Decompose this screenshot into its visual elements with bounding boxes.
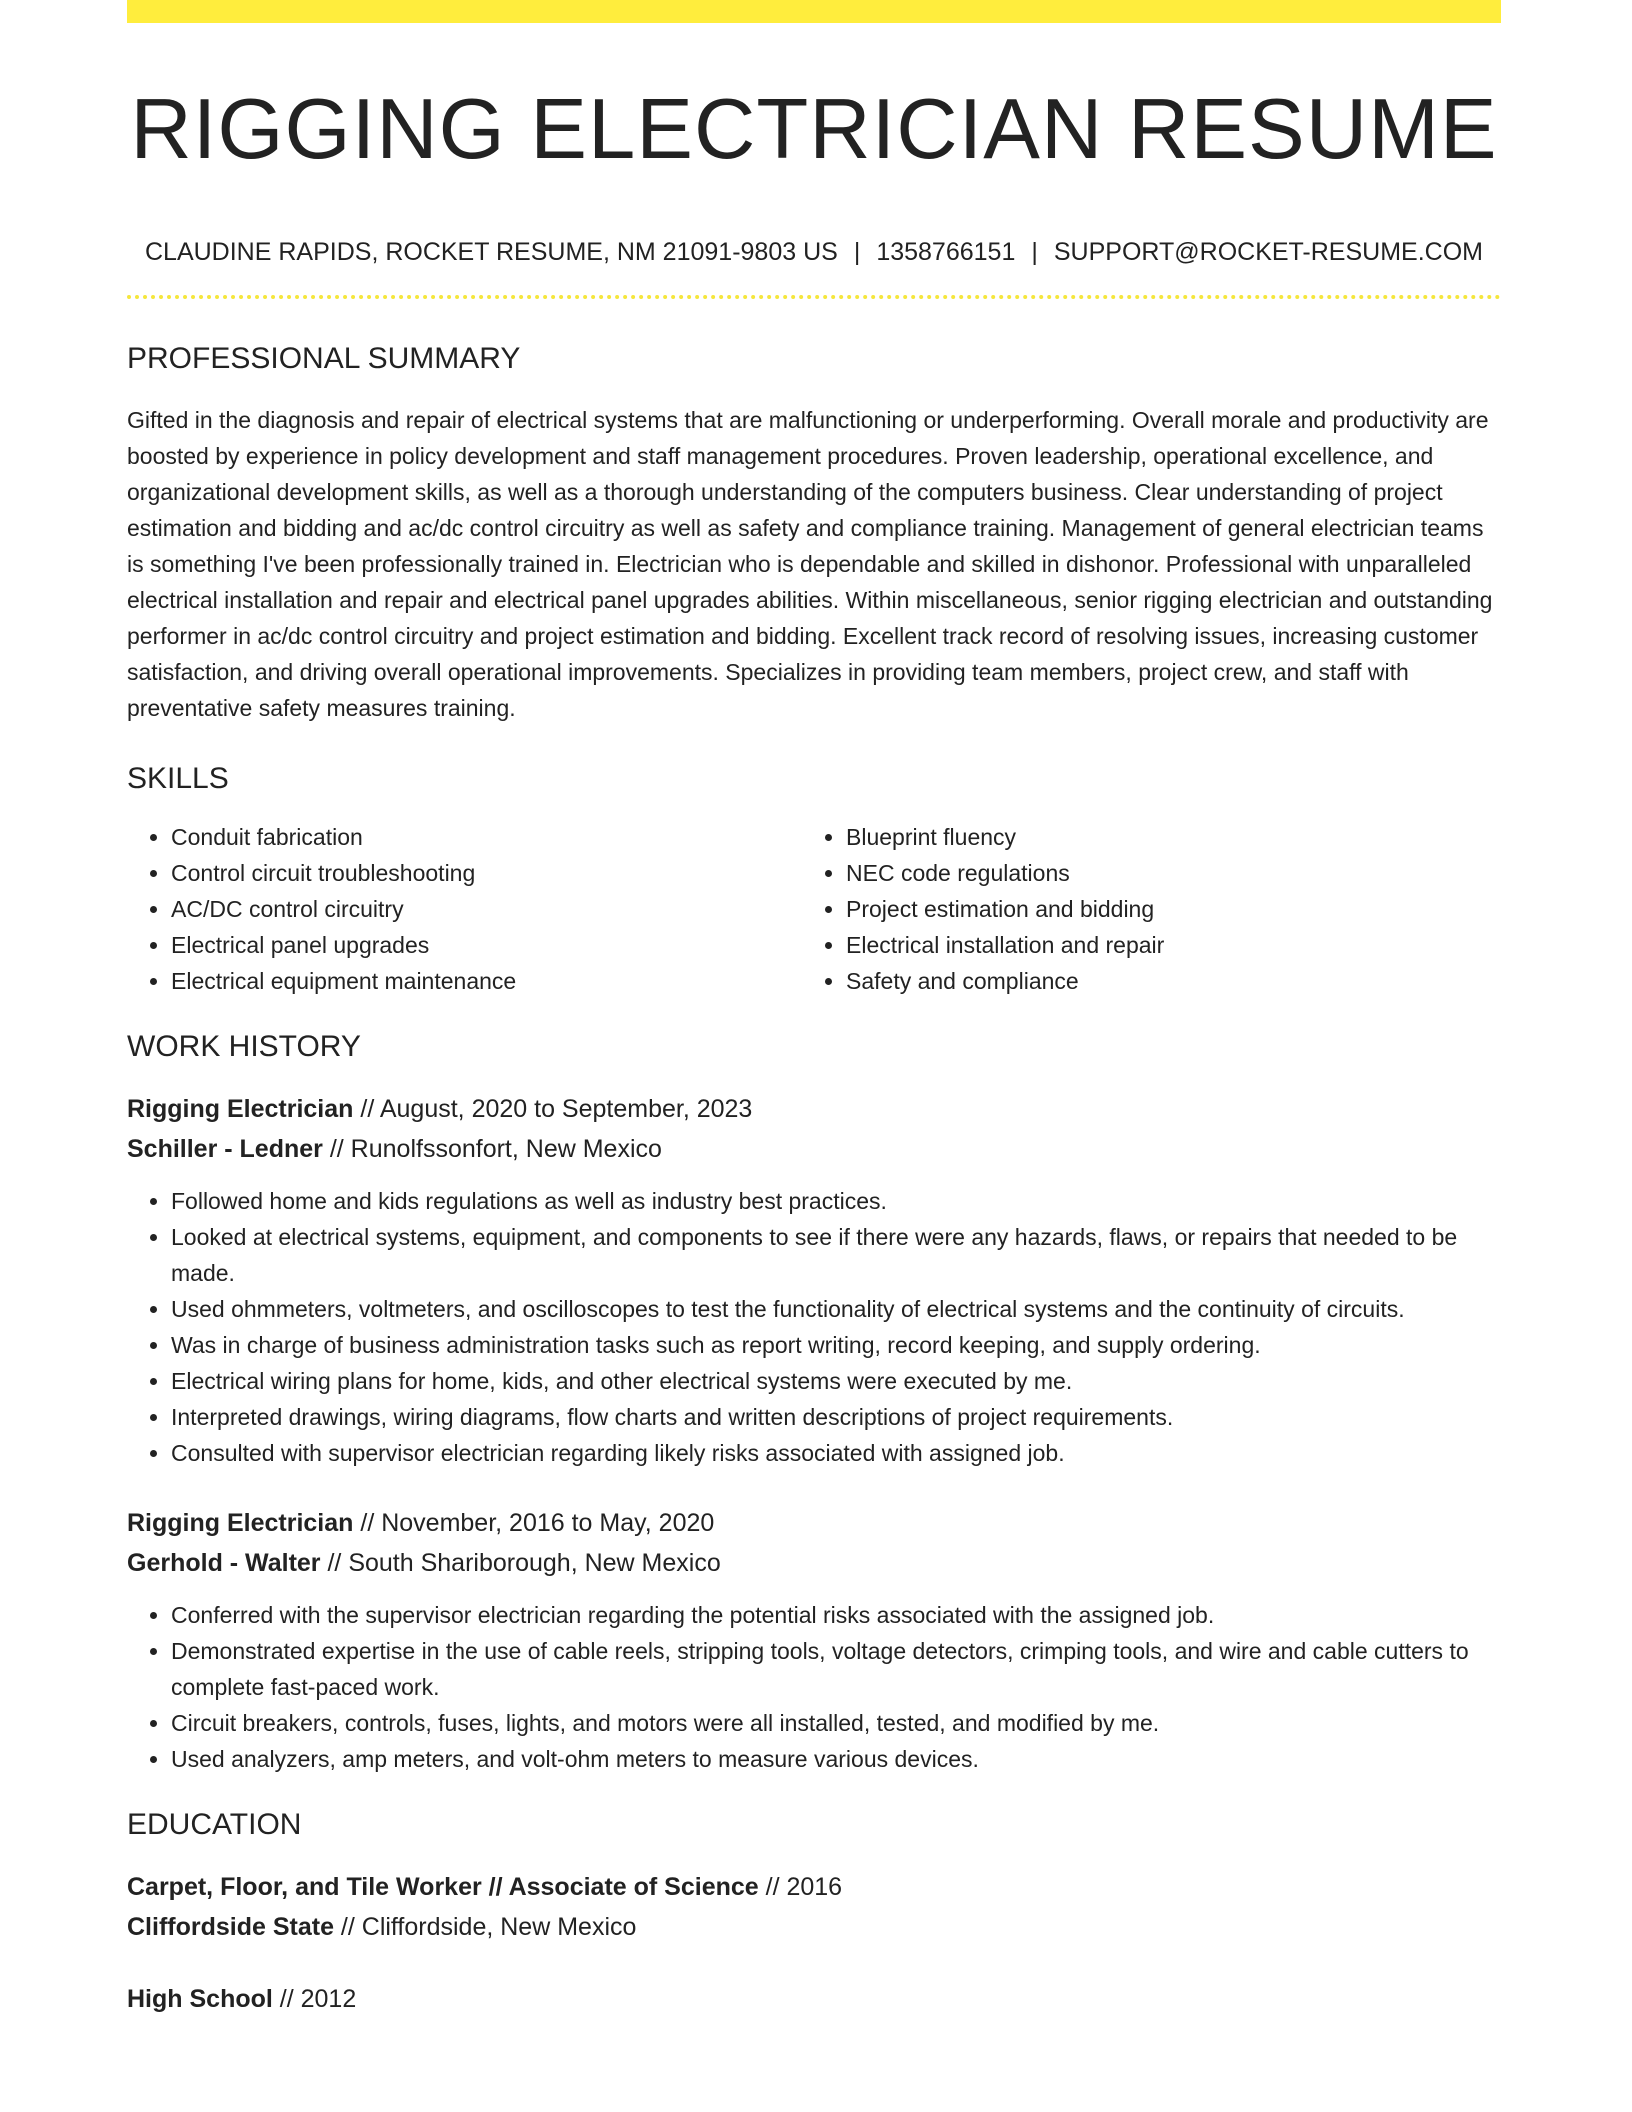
job-company: Schiller - Ledner bbox=[127, 1134, 323, 1163]
job-company: Gerhold - Walter bbox=[127, 1548, 321, 1577]
education-school: Cliffordside State bbox=[127, 1912, 334, 1941]
job-entry bbox=[127, 1503, 1501, 1777]
education-degree: Carpet, Floor, and Tile Worker // Associate of Science bbox=[127, 1872, 759, 1901]
job-bullets bbox=[127, 1597, 1501, 1777]
skill-item: • Control circuit troubleshooting bbox=[171, 855, 802, 891]
job-dates: // August, 2020 to September, 2023 bbox=[353, 1094, 753, 1123]
accent-bar bbox=[127, 0, 1501, 23]
skills-column-right bbox=[802, 819, 1477, 999]
contact-line bbox=[127, 237, 1501, 267]
contact-separator: | bbox=[1031, 237, 1038, 266]
education-degree-line bbox=[127, 1979, 1501, 2019]
job-entry bbox=[127, 1089, 1501, 1471]
job-company-line bbox=[127, 1543, 1501, 1583]
job-bullet: • Used ohmmeters, voltmeters, and oscilloscopes to test the functionality of electrical systems and the continuity of circuits. bbox=[171, 1291, 1501, 1327]
job-location: // South Shariborough, New Mexico bbox=[320, 1548, 721, 1577]
education-entry bbox=[127, 1979, 1501, 2019]
job-bullet: • Used analyzers, amp meters, and volt-ohm meters to measure various devices. bbox=[171, 1741, 1501, 1777]
resume-title: RIGGING ELECTRICIAN RESUME bbox=[130, 82, 1498, 177]
summary-heading: PROFESSIONAL SUMMARY bbox=[127, 341, 521, 375]
education-entry bbox=[127, 1867, 1501, 1947]
skill-item: • NEC code regulations bbox=[846, 855, 1477, 891]
job-title-line bbox=[127, 1503, 1501, 1543]
skill-item: • Project estimation and bidding bbox=[846, 891, 1477, 927]
job-bullets bbox=[127, 1183, 1501, 1471]
contact-phone: 1358766151 bbox=[876, 237, 1016, 266]
job-location: // Runolfssonfort, New Mexico bbox=[322, 1134, 662, 1163]
job-title: Rigging Electrician bbox=[127, 1508, 354, 1537]
job-bullet: • Circuit breakers, controls, fuses, lights, and motors were all installed, tested, and modified by me. bbox=[171, 1705, 1501, 1741]
education-school-line bbox=[127, 1907, 1501, 1947]
education-year: // 2016 bbox=[758, 1872, 843, 1901]
contact-email: SUPPORT@ROCKET-RESUME.COM bbox=[1053, 237, 1483, 266]
skill-item: • Conduit fabrication bbox=[171, 819, 802, 855]
education-heading: EDUCATION bbox=[127, 1807, 302, 1841]
skill-item: • Electrical equipment maintenance bbox=[171, 963, 802, 999]
skill-item: • Electrical panel upgrades bbox=[171, 927, 802, 963]
skills-column-left bbox=[127, 819, 802, 999]
contact-address: CLAUDINE RAPIDS, ROCKET RESUME, NM 21091-9803 US bbox=[145, 237, 838, 266]
skill-item: • Blueprint fluency bbox=[846, 819, 1477, 855]
job-title-line bbox=[127, 1089, 1501, 1129]
job-company-line bbox=[127, 1129, 1501, 1169]
work-heading: WORK HISTORY bbox=[127, 1029, 361, 1063]
summary-text: Gifted in the diagnosis and repair of electrical systems that are malfunctioning or underperforming. Overall morale and productivity are boosted by experience in policy development and staff management procedures. Proven leadership, operational excellence, and organizational development skills, as well as a thorough understanding of the computers business. Clear understanding of project estimation and bidding and ac/dc control circuitry as well as safety and compliance training. Management of general electrician teams is something I've been professionally trained in. Electrician who is dependable and skilled in dishonor. Professional with unparalleled electrical installation and repair and electrical panel upgrades abilities. Within miscellaneous, senior rigging electrician and outstanding performer in ac/dc control circuitry and project estimation and bidding. Excellent track record of resolving issues, increasing customer satisfaction, and driving overall operational improvements. Specializes in providing team members, project crew, and staff with preventative safety measures training. bbox=[127, 406, 1493, 721]
job-bullet: • Interpreted drawings, wiring diagrams, flow charts and written descriptions of project requirements. bbox=[171, 1399, 1501, 1435]
education-year: // 2012 bbox=[272, 1984, 357, 2013]
contact-separator: | bbox=[853, 237, 861, 266]
job-bullet: • Was in charge of business administration tasks such as report writing, record keeping, and supply ordering. bbox=[171, 1327, 1501, 1363]
education-degree: High School bbox=[127, 1984, 273, 2013]
job-title: Rigging Electrician bbox=[127, 1094, 354, 1123]
skill-item: • AC/DC control circuitry bbox=[171, 891, 802, 927]
job-bullet: • Electrical wiring plans for home, kids, and other electrical systems were executed by me. bbox=[171, 1363, 1501, 1399]
skills-list bbox=[127, 819, 1501, 999]
resume-page bbox=[127, 0, 1501, 2019]
header-divider bbox=[127, 295, 1501, 299]
job-bullet: • Consulted with supervisor electrician regarding likely risks associated with assigned job. bbox=[171, 1435, 1501, 1471]
job-bullet: • Looked at electrical systems, equipment, and components to see if there were any hazards, flaws, or repairs that needed to be made. bbox=[171, 1219, 1501, 1291]
education-degree-line bbox=[127, 1867, 1501, 1907]
skill-item: • Safety and compliance bbox=[846, 963, 1477, 999]
skills-heading: SKILLS bbox=[127, 761, 229, 795]
job-bullet: • Followed home and kids regulations as well as industry best practices. bbox=[171, 1183, 1501, 1219]
job-dates: // November, 2016 to May, 2020 bbox=[353, 1508, 715, 1537]
job-bullet: • Demonstrated expertise in the use of cable reels, stripping tools, voltage detectors, crimping tools, and wire and cable cutters to complete fast-paced work. bbox=[171, 1633, 1501, 1705]
job-bullet: • Conferred with the supervisor electrician regarding the potential risks associated with the assigned job. bbox=[171, 1597, 1501, 1633]
education-location: // Cliffordside, New Mexico bbox=[333, 1912, 637, 1941]
skill-item: • Electrical installation and repair bbox=[846, 927, 1477, 963]
